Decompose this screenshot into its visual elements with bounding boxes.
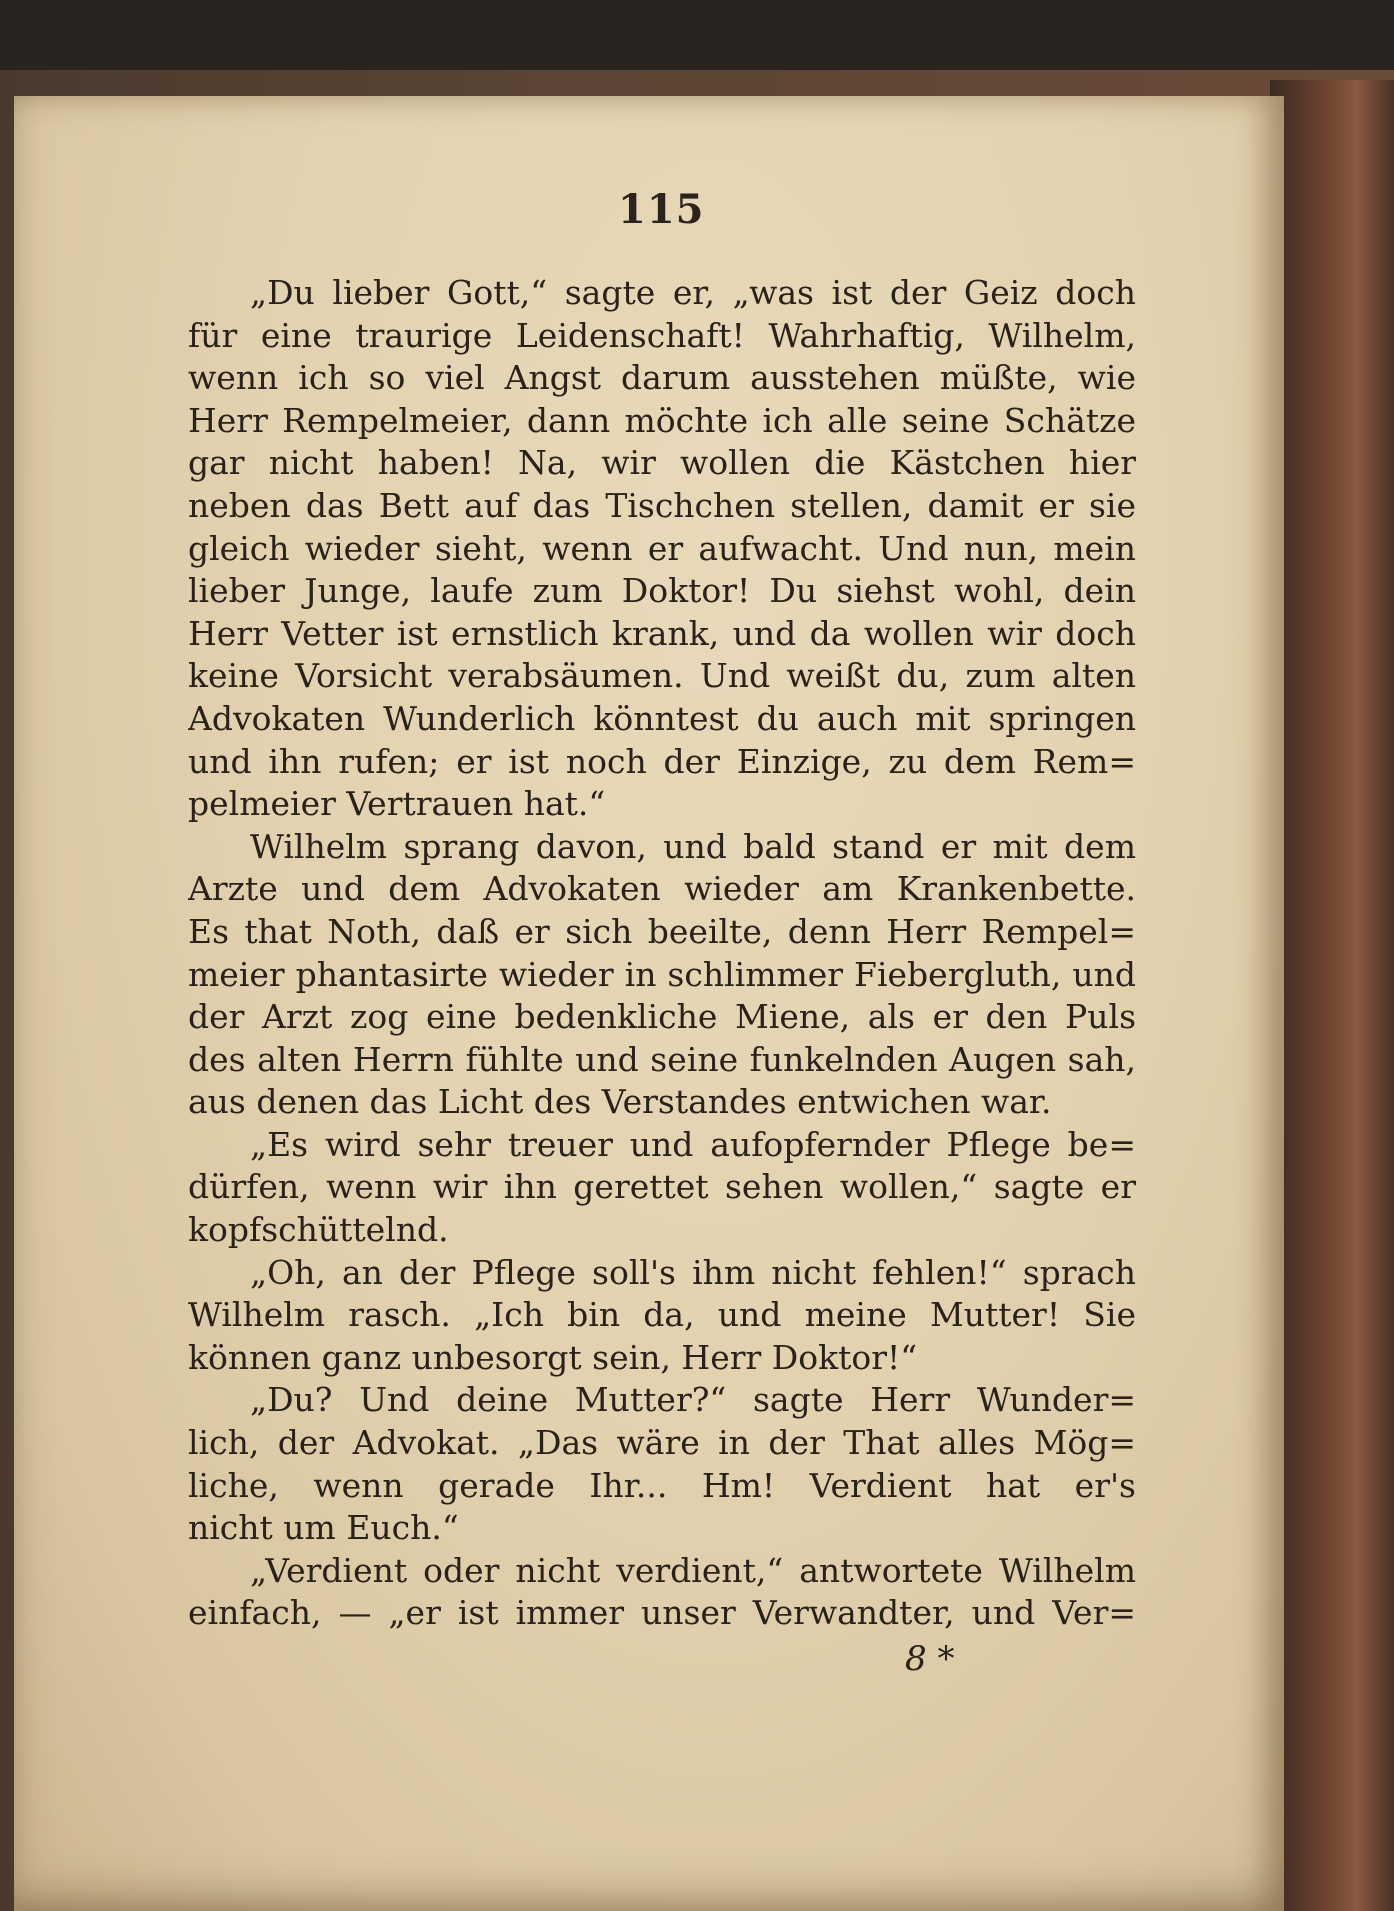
text-line: gleich wieder sieht, wenn er aufwacht. Und nun, mein [188, 528, 1136, 568]
text-line: neben das Bett auf das Tischchen stellen, damit er sie [188, 485, 1136, 525]
text-line: nicht um Euch.“ [188, 1508, 459, 1548]
text-line: kopfschüttelnd. [188, 1210, 449, 1250]
text-line: und ihn rufen; er ist noch der Einzige, zu dem Rem= [188, 741, 1136, 781]
text-line: einfach, — „er ist immer unser Verwandter, und Ver= [188, 1593, 1136, 1633]
text-line: Advokaten Wunderlich könntest du auch mit springen [188, 698, 1136, 738]
text-line: „Du? Und deine Mutter?“ sagte Herr Wunder= [250, 1380, 1136, 1420]
text-line: für eine traurige Leidenschaft! Wahrhaftig, Wilhelm, [188, 315, 1136, 355]
book-cover-edge [1270, 80, 1394, 1911]
text-line: Wilhelm sprang davon, und bald stand er mit dem [250, 826, 1136, 866]
text-line: liche, wenn gerade Ihr... Hm! Verdient hat er's [188, 1465, 1136, 1505]
text-line: können ganz unbesorgt sein, Herr Doktor!“ [188, 1337, 918, 1377]
text-line: wenn ich so viel Angst darum ausstehen müßte, wie [188, 358, 1136, 398]
text-line: Wilhelm rasch. „Ich bin da, und meine Mutter! Sie [188, 1295, 1136, 1335]
text-line: Es that Noth, daß er sich beeilte, denn Herr Rempel= [188, 911, 1136, 951]
text-line: dürfen, wenn wir ihn gerettet sehen wollen,“ sagte er [188, 1167, 1136, 1207]
text-line: der Arzt zog eine bedenkliche Miene, als er den Puls [188, 997, 1136, 1037]
text-line: Arzte und dem Advokaten wieder am Krankenbette. [188, 869, 1136, 909]
text-line: „Es wird sehr treuer und aufopfernder Pflege be= [250, 1124, 1136, 1164]
text-line: gar nicht haben! Na, wir wollen die Kästchen hier [188, 443, 1136, 483]
text-line: „Du lieber Gott,“ sagte er, „was ist der Geiz doch [250, 273, 1136, 312]
text-line: keine Vorsicht verabsäumen. Und weißt du, zum alten [188, 656, 1136, 696]
page-text [188, 272, 1136, 1635]
page-number: 115 [618, 186, 705, 233]
text-line: des alten Herrn fühlte und seine funkelnden Augen sah, [188, 1039, 1136, 1079]
text-line: lieber Junge, laufe zum Doktor! Du siehst wohl, dein [188, 571, 1136, 611]
signature-mark: 8 * [905, 1639, 955, 1679]
text-line: pelmeier Vertrauen hat.“ [188, 784, 606, 824]
text-line: meier phantasirte wieder in schlimmer Fiebergluth, und [188, 954, 1136, 994]
text-line: aus denen das Licht des Verstandes entwichen war. [188, 1082, 1052, 1122]
text-line: lich, der Advokat. „Das wäre in der That alles Mög= [188, 1423, 1136, 1463]
text-line: „Verdient oder nicht verdient,“ antwortete Wilhelm [250, 1550, 1136, 1590]
text-line: Herr Vetter ist ernstlich krank, und da wollen wir doch [188, 613, 1136, 653]
text-line: Herr Rempelmeier, dann möchte ich alle seine Schätze [188, 400, 1136, 440]
text-line: „Oh, an der Pflege soll's ihm nicht fehlen!“ sprach [250, 1252, 1136, 1292]
